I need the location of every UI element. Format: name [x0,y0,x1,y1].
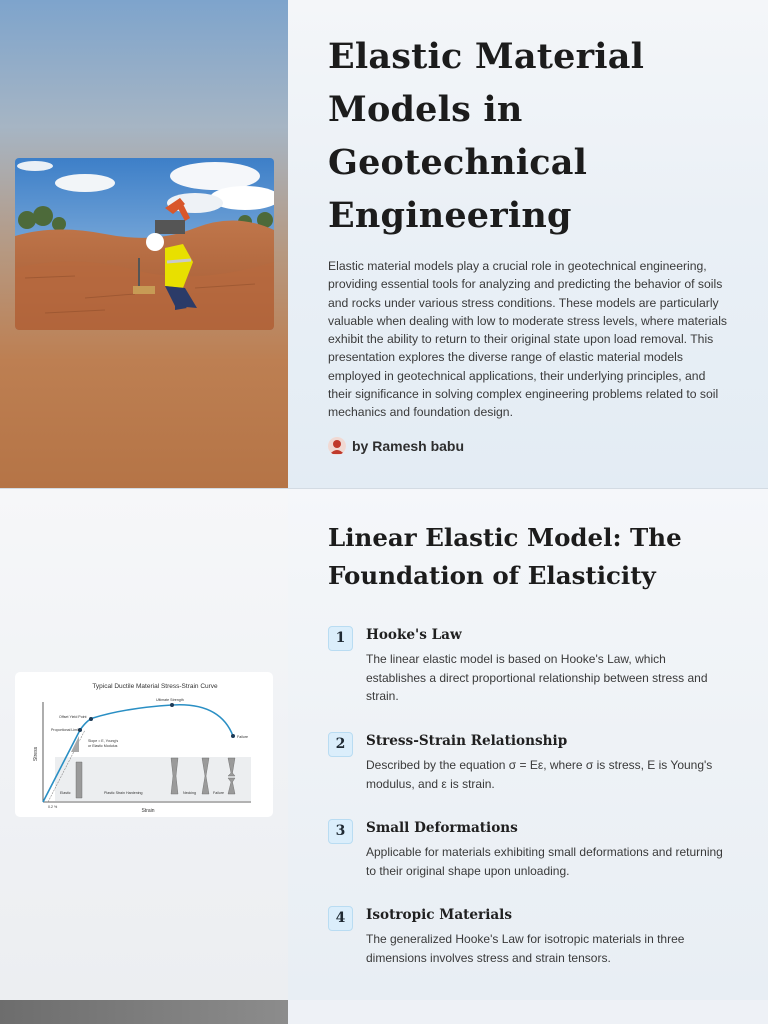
ultimate-strength-label: Ultimate Strength [156,698,184,702]
y-axis-label: Stress [33,746,39,762]
item-title: Small Deformations [366,820,518,836]
author-byline [328,436,464,456]
plastic-region-label: Plastic Strain Hardening [104,791,143,795]
failure-label: Failure [237,735,248,739]
avatar-icon [328,437,346,455]
item-description: Applicable for materials exhibiting small deformations and returning to their original shape upon unloading. [366,845,723,878]
item-description: Described by the equation σ = Eε, where σ is stress, E is Young's modulus, and ε is strain. [366,758,713,791]
construction-site-image [15,158,274,330]
item-number-badge: 4 [328,906,353,931]
next-slide-left-strip [0,1000,288,1024]
intro-paragraph: Elastic material models play a crucial role in geotechnical engineering, providing essential tools for analyzing and predicting the behavior of soils and rocks under various stress conditions. These models are particularly valuable when dealing with low to moderate stress levels, where materials exhibit the ability to return to their original state upon load removal. This presentation explores the diverse range of elastic material models employed in geotechnical applications, their underlying principles, and their significance in solving complex engineering problems related to soil mechanics and foundation design. [328,259,727,420]
section-title: Linear Elastic Model: The Foundation of Elasticity [328,523,682,590]
proportional-limit-label: Proportional Limit [51,728,79,732]
item-description: The linear elastic model is based on Hooke's Law, which establishes a direct proportional relationship between stress and strain. [366,652,708,703]
ultimate-strength-point [170,703,174,707]
construction-worker-photo [15,158,274,330]
slope-label-line1: Slope = E, Young's [88,739,119,743]
figure-title: Typical Ductile Material Stress-Strain Curve [92,683,218,690]
item-description: The generalized Hooke's Law for isotropic materials in three dimensions involves stress and strain tensors. [366,932,685,965]
offset-yield-point [89,717,93,721]
elastic-region-label: Elastic [60,791,71,795]
failure-point [231,734,235,738]
next-slide-strip [0,1000,768,1024]
stress-strain-figure [15,672,273,817]
item-title: Hooke's Law [366,627,462,643]
slope-label-line2: or Elastic Modulus [88,744,118,748]
linear-elastic-slide [0,489,768,1000]
page-title: Elastic Material Models in Geotechnical Engineering [328,36,645,236]
item-number-badge: 1 [328,626,353,651]
offset-yield-label: Offset Yield Point [59,715,87,719]
stress-strain-curve-image [15,672,273,817]
title-slide-left-panel [0,0,288,488]
item-title: Stress-Strain Relationship [366,733,568,749]
x-axis-label: Strain [141,808,155,814]
author-name: by Ramesh babu [352,438,465,454]
necking-region-label: Necking [183,791,196,795]
title-slide [0,0,768,488]
linear-elastic-left-panel [0,489,288,1000]
next-slide-right-strip [288,1000,768,1024]
item-title: Isotropic Materials [366,907,513,923]
item-number-badge: 2 [328,732,353,757]
offset-label: 0.2 % [48,805,58,809]
item-number-badge: 3 [328,819,353,844]
failure-region-label: Failure [213,791,224,795]
author-avatar [328,437,346,455]
